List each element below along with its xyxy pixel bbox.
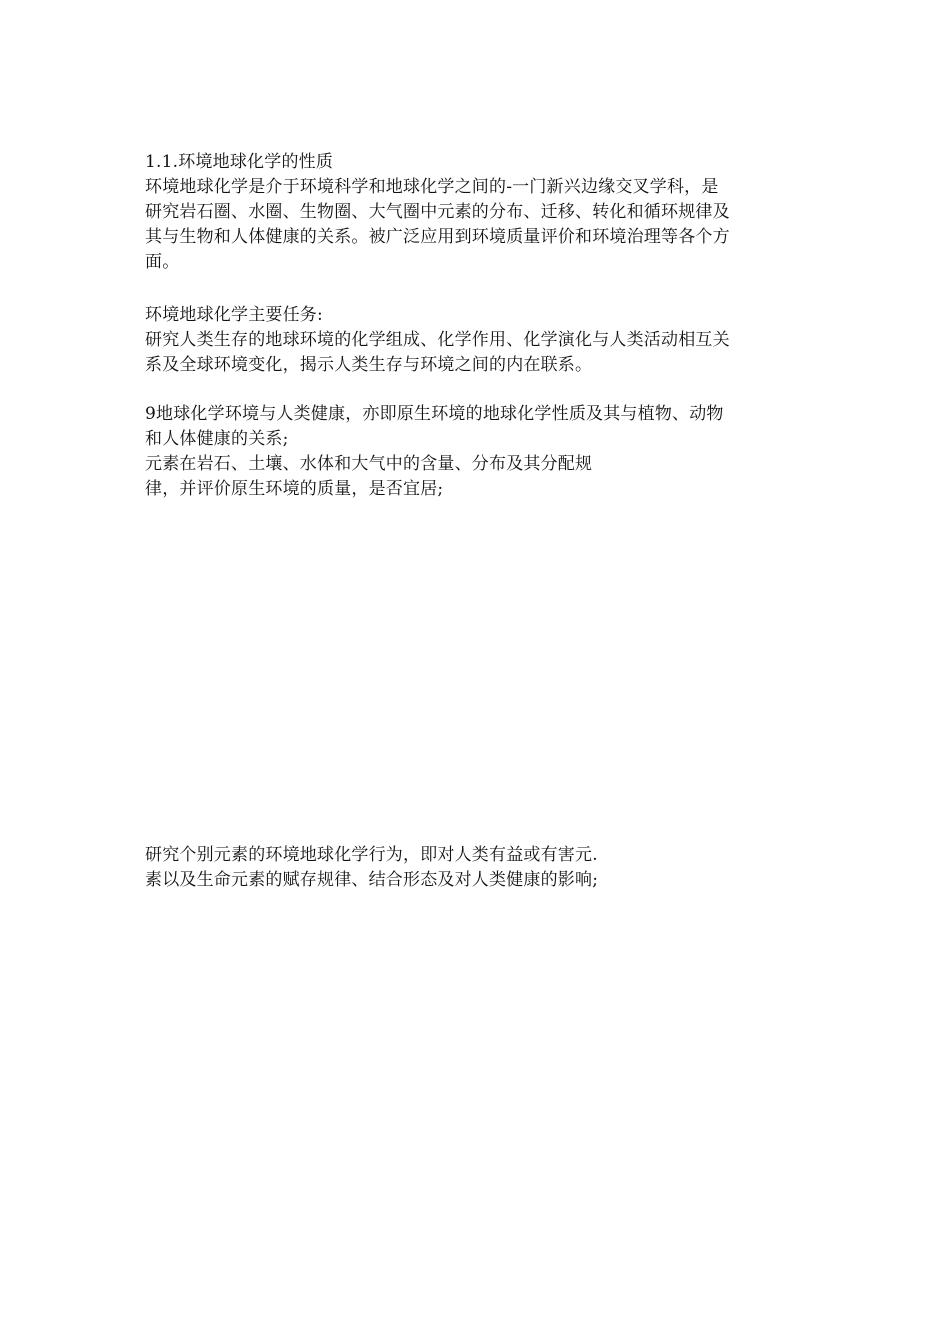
paragraph-line: 元素在岩石、土壤、水体和大气中的含量、分布及其分配规 (145, 454, 593, 474)
paragraph-line: 系及全球环境变化，揭示人类生存与环境之间的内在联系。 (145, 355, 593, 375)
section-elements (145, 843, 805, 893)
paragraph-line: 和人体健康的关系; (145, 429, 289, 449)
tasks-heading: 环境地球化学主要任务: (145, 305, 323, 325)
paragraph-line: 研究个别元素的环境地球化学行为，即对人类有益或有害元. (145, 845, 598, 865)
paragraph-line: 环境地球化学是介于环境科学和地球化学之间的-一门新兴边缘交叉学科，是 (145, 177, 719, 197)
section-title: 1.1.环境地球化学的性质 (145, 152, 334, 172)
paragraph-line: 研究岩石圈、水圈、生物圈、大气圈中元素的分布、迁移、转化和循环规律及 (145, 202, 730, 222)
paragraph-line: 律，并评价原生环境的质量，是否宜居; (145, 479, 444, 499)
paragraph-line: 9地球化学环境与人类健康，亦即原生环境的地球化学性质及其与植物、动物 (145, 404, 724, 424)
section-nature (145, 150, 805, 275)
paragraph-line: 研究人类生存的地球环境的化学组成、化学作用、化学演化与人类活动相互关 (145, 330, 730, 350)
paragraph-line: 面。 (145, 252, 180, 272)
paragraph-line: 素以及生命元素的赋存规律、结合形态及对人类健康的影响; (145, 870, 599, 890)
paragraph-line: 其与生物和人体健康的关系。被广泛应用到环境质量评价和环境治理等各个方 (145, 227, 730, 247)
section-main-tasks (145, 303, 805, 378)
section-health (145, 402, 805, 502)
